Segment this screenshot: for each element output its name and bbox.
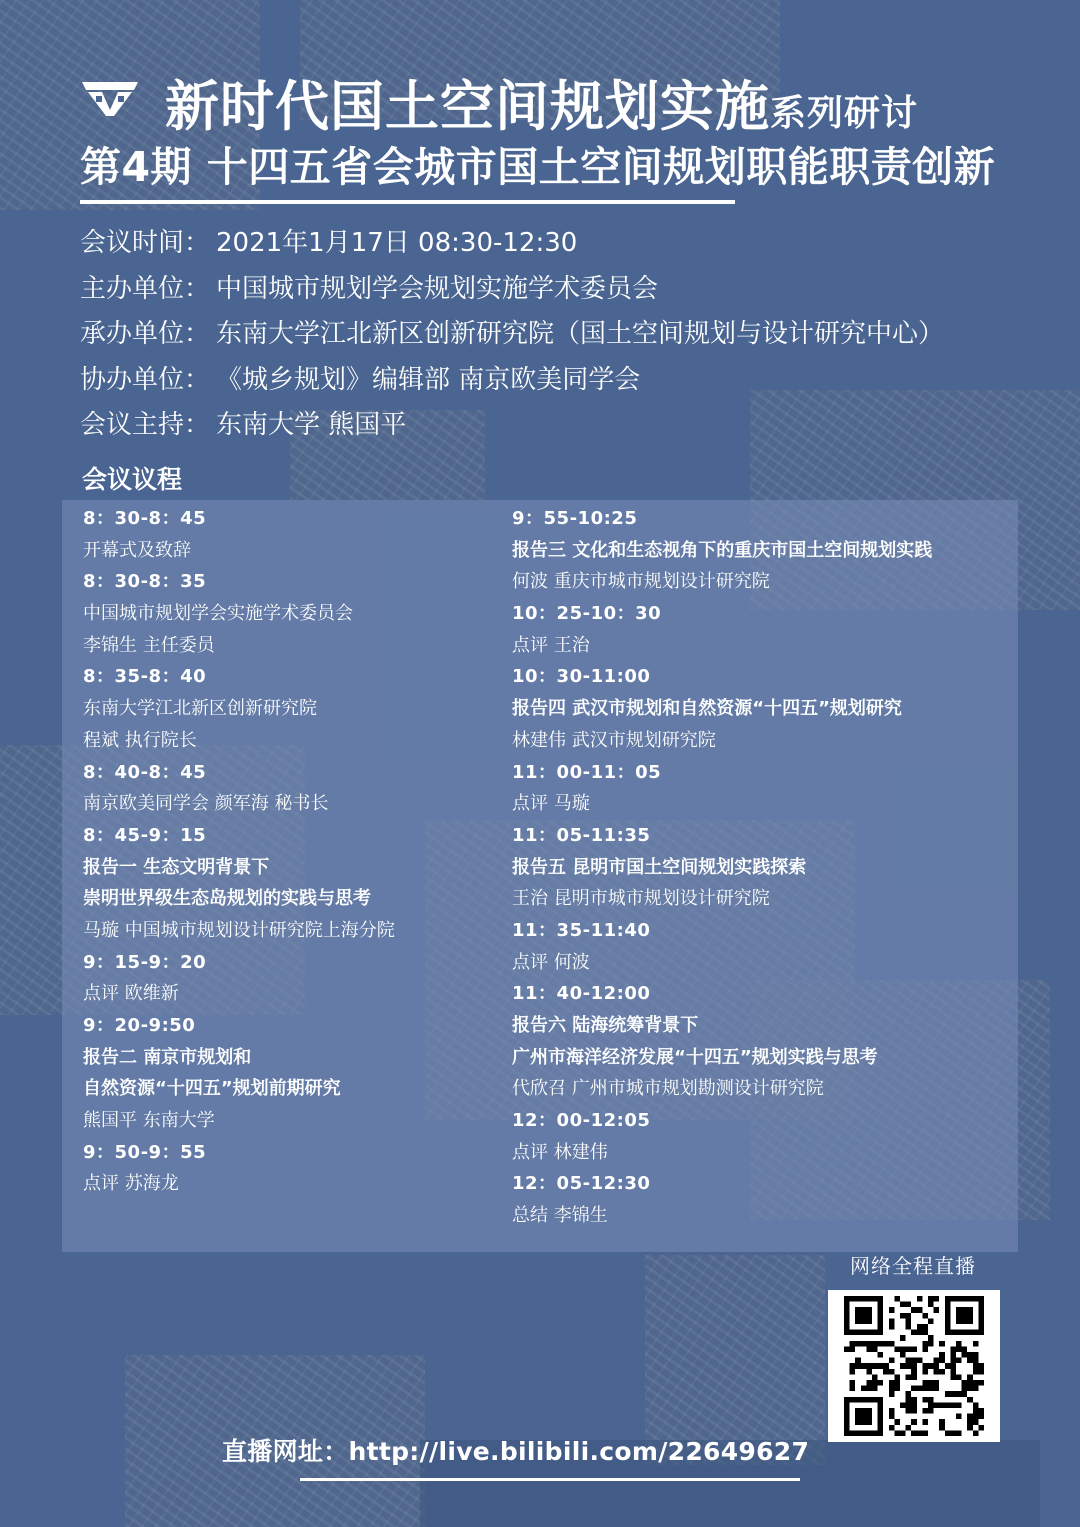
agenda-time: 10：30-11:00 — [512, 666, 651, 688]
agenda-item: 点评 王治 — [512, 634, 590, 656]
info-value: 东南大学江北新区创新研究院（国土空间规划与设计研究中心） — [216, 319, 945, 349]
title-main: 新时代国土空间规划实施 — [165, 75, 770, 138]
url-underline — [300, 1478, 800, 1481]
main-title — [165, 64, 1025, 141]
title-suffix: 系列研讨 — [770, 93, 919, 134]
agenda-item: 自然资源“十四五”规划前期研究 — [83, 1078, 341, 1100]
agenda-item: 开幕式及致辞 — [83, 539, 191, 561]
agenda-item: 林建伟 武汉市规划研究院 — [512, 729, 716, 751]
agenda-item: 报告三 文化和生态视角下的重庆市国土空间规划实践 — [512, 539, 933, 561]
info-label: 承办单位： — [80, 319, 211, 349]
live-url[interactable]: 直播网址：http://live.bilibili.com/22649627 — [222, 1437, 810, 1466]
live-label: 网络全程直播 — [850, 1254, 976, 1278]
info-label: 会议主持： — [80, 410, 211, 440]
agenda-item: 总结 李锦生 — [512, 1205, 608, 1227]
agenda-time: 9：20-9:50 — [83, 1015, 196, 1036]
agenda-item: 点评 林建伟 — [512, 1141, 608, 1163]
qr-code-icon[interactable] — [828, 1290, 1000, 1442]
info-row-organizer — [80, 313, 1040, 359]
agenda-time: 8：30-8：45 — [83, 508, 207, 529]
info-row-host — [80, 268, 1040, 314]
agenda-time: 11：05-11:35 — [512, 824, 651, 846]
logo-icon — [82, 78, 138, 118]
title-divider — [80, 200, 735, 204]
agenda-item: 点评 何波 — [512, 951, 590, 973]
agenda-left-column — [83, 503, 503, 1200]
agenda-item: 中国城市规划学会实施学术委员会 — [83, 603, 353, 625]
subtitle: 第4期 十四五省会城市国土空间规划职能职责创新 — [80, 143, 996, 191]
agenda-time: 8：40-8：45 — [83, 761, 207, 783]
agenda-title: 会议议程 — [82, 465, 183, 494]
agenda-item: 点评 欧维新 — [83, 983, 179, 1005]
agenda-right-column — [512, 503, 1012, 1232]
agenda-time: 12：00-12:05 — [512, 1110, 651, 1132]
meeting-info — [80, 222, 1040, 450]
agenda-item: 代欣召 广州市城市规划勘测设计研究院 — [512, 1078, 824, 1100]
info-row-moderator — [80, 404, 1040, 450]
agenda-item: 报告五 昆明市国土空间规划实践探索 — [512, 856, 807, 878]
agenda-time: 10：25-10：30 — [512, 603, 662, 625]
agenda-time: 8：45-9：15 — [83, 824, 207, 846]
agenda-item: 南京欧美同学会 颜军海 秘书长 — [83, 793, 329, 815]
agenda-time: 12：05-12:30 — [512, 1173, 651, 1195]
agenda-item: 何波 重庆市城市规划设计研究院 — [512, 571, 770, 593]
agenda-time: 8：30-8：35 — [83, 571, 207, 593]
agenda-time: 9：15-9：20 — [83, 951, 207, 973]
agenda-item: 报告四 武汉市规划和自然资源“十四五”规划研究 — [512, 698, 902, 720]
agenda-time: 11：40-12:00 — [512, 983, 651, 1005]
info-row-co-organizer — [80, 359, 1040, 405]
agenda-item: 程斌 执行院长 — [83, 729, 197, 751]
agenda-item: 熊国平 东南大学 — [83, 1110, 215, 1132]
info-value: 2021年1月17日 08:30-12:30 — [216, 228, 578, 258]
agenda-item: 报告一 生态文明背景下 — [83, 856, 270, 878]
agenda-item: 东南大学江北新区创新研究院 — [83, 698, 317, 720]
info-row-time — [80, 222, 1040, 268]
info-value: 中国城市规划学会规划实施学术委员会 — [216, 273, 659, 304]
agenda-item: 马璇 中国城市规划设计研究院上海分院 — [83, 919, 395, 941]
agenda-time: 9：55-10:25 — [512, 508, 638, 529]
agenda-item: 点评 马璇 — [512, 793, 590, 815]
info-label: 会议时间： — [80, 228, 211, 258]
agenda-time: 11：35-11:40 — [512, 919, 651, 941]
info-value: 东南大学 熊国平 — [216, 410, 407, 440]
agenda-time: 11：00-11：05 — [512, 761, 662, 783]
agenda-item: 报告六 陆海统筹背景下 — [512, 1015, 699, 1036]
agenda-item: 李锦生 主任委员 — [83, 634, 215, 656]
agenda-item: 崇明世界级生态岛规划的实践与思考 — [83, 888, 371, 910]
info-label: 协办单位： — [80, 364, 211, 395]
agenda-item: 王治 昆明市城市规划设计研究院 — [512, 888, 770, 910]
agenda-item: 广州市海洋经济发展“十四五”规划实践与思考 — [512, 1046, 878, 1068]
agenda-time: 8：35-8：40 — [83, 666, 207, 688]
agenda-item: 报告二 南京市规划和 — [83, 1046, 252, 1068]
agenda-time: 9：50-9：55 — [83, 1141, 207, 1163]
info-value: 《城乡规划》编辑部 南京欧美同学会 — [216, 364, 641, 395]
info-label: 主办单位： — [80, 273, 211, 304]
agenda-item: 点评 苏海龙 — [83, 1173, 179, 1195]
